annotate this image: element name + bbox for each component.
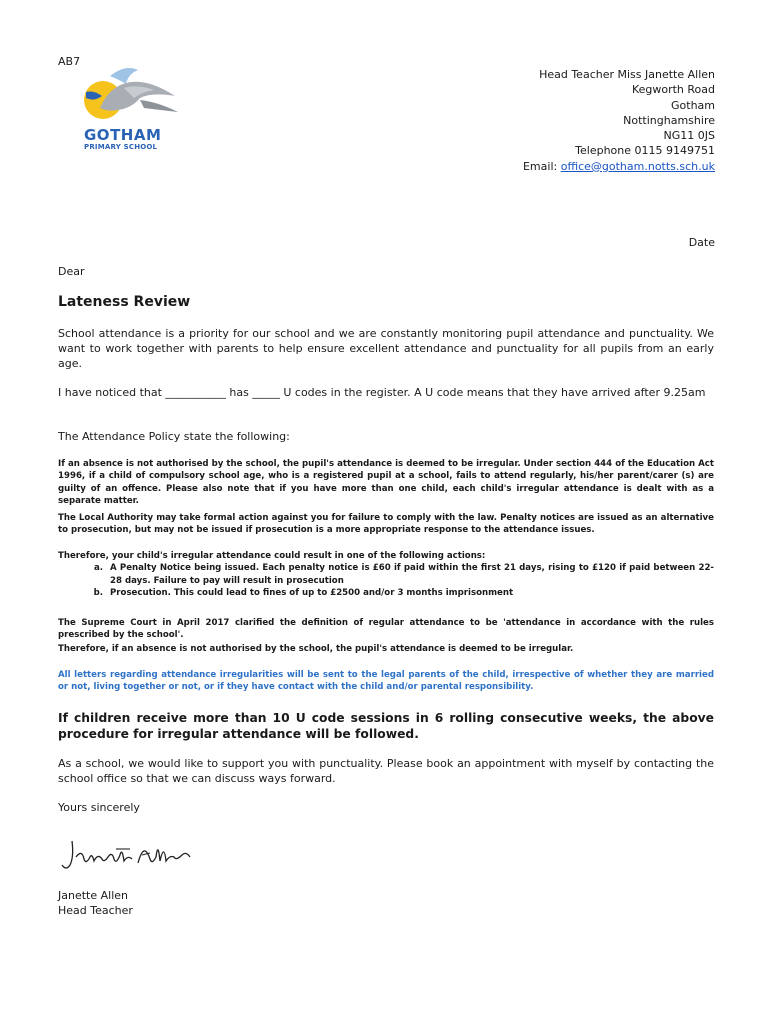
date-label: Date: [688, 236, 715, 249]
letter-title: Lateness Review: [58, 294, 191, 310]
logo-school-name: GOTHAM: [84, 126, 162, 144]
sign-off: Yours sincerely: [58, 801, 140, 814]
list-item: b. Prosecution. This could lead to fines of up to £2500 and/or 3 months imprisonment: [106, 587, 714, 599]
dove-icon: [80, 62, 185, 127]
signature-image: [58, 835, 228, 875]
actions-list: [58, 562, 714, 599]
policy-statement-1: If an absence is not authorised by the school, the pupil's attendance is deemed to be irregular. Under section 444 of the Education Act 1996, if a child of compulsory school age, who is a registered pupil at a school, fails to attend regularly, his/her parent/carer (s) are guilty of an offence. Please also note that if you have more than one child, each child's irregular attendance is dealt with as a separate matter.: [58, 459, 714, 507]
u-code-paragraph: I have noticed that ___________ has _____ U codes in the register. A U code means that they have arrived after 9.25am: [58, 386, 706, 399]
address-line: Head Teacher Miss Janette Allen: [539, 68, 715, 81]
policy-intro: The Attendance Policy state the following:: [58, 430, 290, 443]
reference-code: AB7: [58, 55, 81, 68]
procedure-warning: If children receive more than 10 U code sessions in 6 rolling consecutive weeks, the above procedure for irregular attendance will be followed.: [58, 711, 714, 741]
signer-name: Janette Allen: [58, 889, 128, 902]
policy-statement-2: The Local Authority may take formal action against you for failure to comply with the law. Penalty notices are issued as an alternative to prosecution, but may not be issued if prosecution is a more appropriate response to the attendance issues.: [58, 513, 714, 536]
logo-school-subtitle: PRIMARY SCHOOL: [84, 143, 158, 151]
email-label: Email:: [522, 159, 561, 173]
school-address: [523, 67, 715, 174]
actions-block: [58, 550, 714, 600]
address-line: Gotham: [671, 98, 715, 112]
email-link[interactable]: office@gotham.notts.sch.uk: [560, 159, 715, 173]
signer-block: [58, 888, 133, 918]
irregular-statement: Therefore, if an absence is not authorised by the school, the pupil's attendance is deemed to be irregular.: [58, 644, 574, 654]
list-item: a. A Penalty Notice being issued. Each penalty notice is £60 if paid within the first 21 days, rising to £120 if paid between 22-28 days. Failure to pay will result in prosecution: [106, 562, 714, 587]
address-line: NG11 0JS: [663, 129, 715, 143]
salutation: Dear: [58, 265, 85, 278]
supreme-court-statement: The Supreme Court in April 2017 clarified the definition of regular attendance to be 'attendance in accordance with the rules prescribed by the school'.: [58, 618, 714, 641]
school-logo: [80, 62, 185, 160]
signer-role: Head Teacher: [58, 904, 133, 917]
address-email-row: [523, 159, 715, 174]
legal-parents-note: All letters regarding attendance irregularities will be sent to the legal parents of the child, irrespective of whether they are married or not, living together or not, or if they have contact with the child and/or parental responsibility.: [58, 670, 714, 693]
address-line: Kegworth Road: [631, 83, 715, 97]
address-line: Nottinghamshire: [623, 113, 715, 127]
support-paragraph: As a school, we would like to support you with punctuality. Please book an appointment with myself by contacting the school office so that we can discuss ways forward.: [58, 757, 714, 785]
intro-paragraph: School attendance is a priority for our school and we are constantly monitoring pupil attendance and punctuality. We want to work together with parents to help ensure excellent attendance and punctuality for all pupils from an early age.: [58, 327, 714, 370]
address-phone: Telephone 0115 9149751: [575, 144, 715, 158]
actions-intro: Therefore, your child's irregular attendance could result in one of the following actions:: [58, 551, 486, 561]
